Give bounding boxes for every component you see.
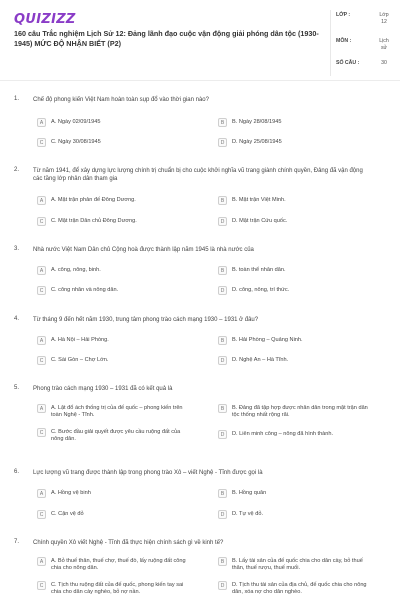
option-b[interactable]	[218, 404, 368, 419]
option-b[interactable]	[218, 266, 368, 275]
quizizz-logo: QUIZIZZ	[14, 12, 76, 27]
worksheet-meta	[336, 12, 392, 72]
option-text: C. Cận vệ đỏ	[51, 511, 84, 517]
option-a[interactable]	[37, 118, 187, 127]
option-a[interactable]	[37, 404, 187, 419]
option-letter-box: C	[37, 356, 46, 365]
option-c[interactable]	[37, 217, 187, 226]
option-text: B. Hồng quân	[232, 490, 267, 496]
option-text: A. Ngày 02/09/1945	[51, 119, 101, 125]
option-letter-box: A	[37, 404, 46, 413]
option-d[interactable]	[218, 356, 368, 365]
option-letter-box: D	[218, 138, 227, 147]
option-text: B. Ngày 28/08/1945	[232, 119, 282, 125]
option-letter-box: D	[218, 286, 227, 295]
option-d[interactable]	[218, 581, 368, 596]
option-letter-box: B	[218, 336, 227, 345]
question-text: Lực lượng vũ trang được thành lập trong phong trào Xô – viết Nghệ - Tĩnh được gọi là	[33, 470, 263, 476]
question-text: Nhà nước Việt Nam Dân chủ Cộng hoà được thành lập năm 1945 là nhà nước của	[33, 247, 254, 253]
worksheet-header	[0, 0, 400, 78]
option-letter-box: B	[218, 404, 227, 413]
option-a[interactable]	[37, 196, 187, 205]
worksheet-title: 160 câu Trắc nghiệm Lịch Sử 12: Đảng lãnh đạo cuộc vận động giải phóng dân tộc (1930-1945) MỨC ĐỘ NHẬN BIẾT (P2)	[14, 29, 319, 48]
option-text: C. Bước đầu giải quyết được yêu cầu ruộng đất của nông dân.	[51, 429, 181, 442]
option-letter-box: D	[218, 356, 227, 365]
option-a[interactable]	[37, 266, 187, 275]
option-letter-box: D	[218, 430, 227, 439]
option-letter-box: C	[37, 510, 46, 519]
option-b[interactable]	[218, 196, 368, 205]
option-c[interactable]	[37, 138, 187, 147]
option-text: D. Mặt trận Cứu quốc.	[232, 218, 288, 224]
question-text: Chính quyền Xô viết Nghệ - Tĩnh đã thực hiện chính sách gì về kinh tế?	[33, 540, 224, 546]
option-letter-box: B	[218, 489, 227, 498]
option-letter-box: C	[37, 581, 46, 590]
option-text: D. công, nông, trí thức.	[232, 287, 290, 293]
question-number: 5.	[14, 385, 20, 391]
option-letter-box: A	[37, 489, 46, 498]
option-letter-box: B	[218, 196, 227, 205]
option-text: A. Mặt trận phản đế Đông Dương.	[51, 197, 136, 203]
option-c[interactable]	[37, 286, 187, 295]
option-text: D. Tự vệ đỏ.	[232, 511, 264, 517]
question-number: 1.	[14, 96, 20, 102]
option-b[interactable]	[218, 336, 368, 345]
option-d[interactable]	[218, 217, 368, 226]
option-letter-box: A	[37, 196, 46, 205]
option-letter-box: A	[37, 557, 46, 566]
option-text: D. Nghệ An – Hà Tĩnh.	[232, 357, 289, 363]
option-text: B. toàn thể nhân dân.	[232, 267, 286, 273]
option-d[interactable]	[218, 510, 368, 519]
question-number: 3.	[14, 246, 20, 252]
option-c[interactable]	[37, 581, 187, 596]
option-text: C. Sài Gòn – Chợ Lớn.	[51, 357, 109, 363]
option-text: A. Bỏ thuế thân, thuế chợ, thuế đò, lấy ruộng đất công chia cho nông dân.	[51, 558, 186, 571]
option-letter-box: A	[37, 118, 46, 127]
option-text: B. Lấy tài sản của đế quốc chia cho dân cày, bỏ thuế thân, thuế rượu, thuế muối.	[232, 558, 363, 571]
question-number: 7.	[14, 539, 20, 545]
option-letter-box: A	[37, 336, 46, 345]
question-text: Phong trào cách mạng 1930 – 1931 đã có kết quả là	[33, 386, 173, 392]
option-text: D. Liên minh công – nông đã hình thành.	[232, 431, 334, 437]
option-a[interactable]	[37, 557, 187, 572]
option-text: B. Hải Phòng – Quảng Ninh.	[232, 337, 303, 343]
meta-grade: LỚP : Lớp 12	[336, 12, 389, 25]
option-text: D. Tịch thu tài sản của địa chủ, đế quốc chia cho nông dân, xóa nợ cho dân nghèo.	[232, 582, 367, 595]
option-b[interactable]	[218, 489, 368, 498]
question-text: Từ tháng 9 đến hết năm 1930, trung tâm phong trào cách mạng 1930 – 1931 ở đâu?	[33, 317, 259, 323]
question-number: 4.	[14, 316, 20, 322]
option-b[interactable]	[218, 118, 368, 127]
option-d[interactable]	[218, 138, 368, 147]
option-c[interactable]	[37, 510, 187, 519]
header-rule	[0, 80, 400, 81]
option-text: B. Đảng đã tập hợp được nhân dân trong mặt trận dân tộc thống nhất rộng rãi.	[232, 405, 368, 418]
option-text: C. Ngày 30/08/1945	[51, 139, 101, 145]
option-text: C. Mặt trận Dân chủ Đông Dương.	[51, 218, 137, 224]
question-text: Từ năm 1941, để xây dựng lực lượng chính trị chuẩn bị cho cuộc khởi nghĩa vũ trang giành chính quyền, Đảng đã vận động các tầng lớp nhân dân tham gia	[33, 168, 363, 182]
option-d[interactable]	[218, 286, 368, 295]
option-b[interactable]	[218, 557, 368, 572]
option-letter-box: C	[37, 138, 46, 147]
option-text: C. Tịch thu ruộng đất của đế quốc, phong kiến tay sai chia cho dân cày nghèo, bỏ nợ nần.	[51, 582, 184, 595]
option-text: D. Ngày 25/08/1945	[232, 139, 282, 145]
option-letter-box: D	[218, 510, 227, 519]
option-letter-box: C	[37, 217, 46, 226]
option-a[interactable]	[37, 489, 187, 498]
option-letter-box: B	[218, 118, 227, 127]
option-letter-box: C	[37, 286, 46, 295]
option-letter-box: C	[37, 428, 46, 437]
option-letter-box: B	[218, 266, 227, 275]
option-letter-box: D	[218, 217, 227, 226]
option-letter-box: B	[218, 557, 227, 566]
option-letter-box: D	[218, 581, 227, 590]
header-divider	[330, 10, 331, 76]
option-d[interactable]	[218, 430, 368, 439]
option-text: A. Lật đổ ách thống trị của đế quốc – phong kiến trên toàn Nghệ - Tĩnh.	[51, 405, 183, 418]
option-text: B. Mặt trận Việt Minh.	[232, 197, 286, 203]
question-text: Chế độ phong kiến Việt Nam hoàn toàn sụp đổ vào thời gian nào?	[33, 97, 209, 103]
option-text: A. công, nông, binh.	[51, 267, 101, 273]
option-text: A. Hồng vệ binh	[51, 490, 91, 496]
option-letter-box: A	[37, 266, 46, 275]
question-number: 2.	[14, 167, 20, 173]
option-text: C. công nhân và nông dân.	[51, 287, 119, 293]
option-c[interactable]	[37, 356, 187, 365]
question-number: 6.	[14, 469, 20, 475]
meta-question-count: SỐ CÂU : 30	[336, 60, 387, 66]
option-text: A. Hà Nội – Hải Phòng.	[51, 337, 109, 343]
option-c[interactable]	[37, 428, 187, 443]
option-a[interactable]	[37, 336, 187, 345]
meta-subject: MÔN : Lịch sử	[336, 38, 389, 51]
